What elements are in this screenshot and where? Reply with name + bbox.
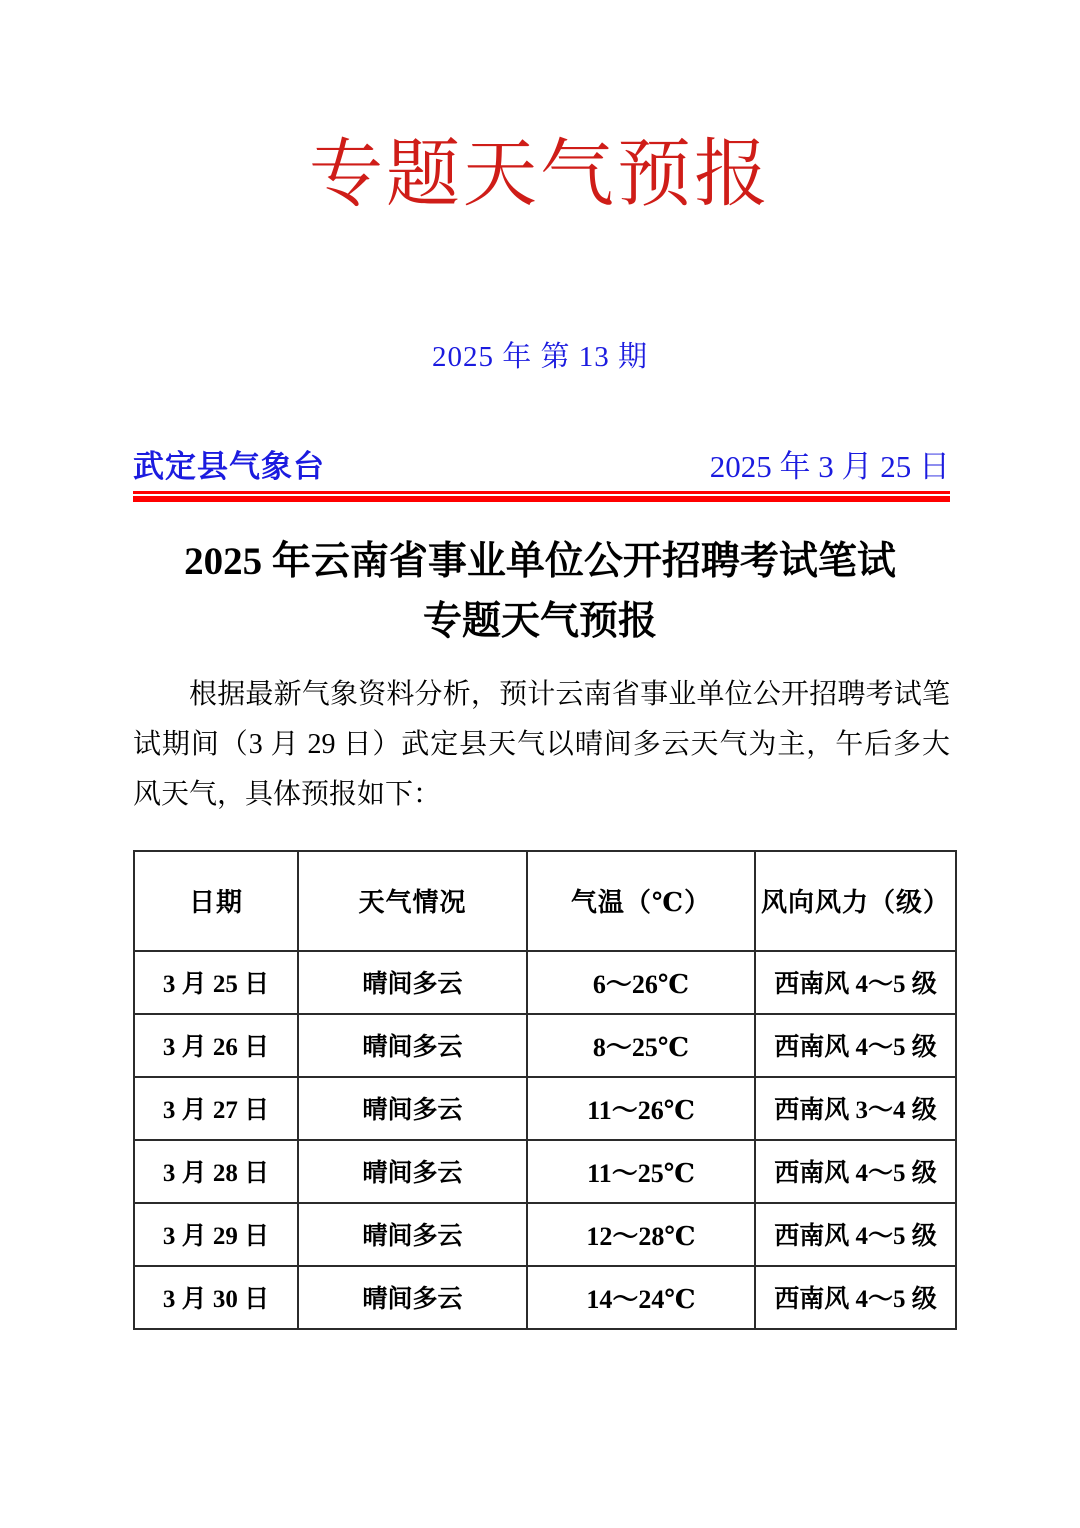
red-rule-thick-line bbox=[133, 496, 950, 502]
cell-weather: 晴间多云 bbox=[298, 951, 527, 1014]
heading-line-1: 2025 年云南省事业单位公开招聘考试笔试 bbox=[184, 539, 896, 583]
cell-wind: 西南风 4～5 级 bbox=[755, 1140, 956, 1203]
cell-wind: 西南风 4～5 级 bbox=[755, 1203, 956, 1266]
table-header-row bbox=[134, 851, 956, 951]
cell-weather: 晴间多云 bbox=[298, 1077, 527, 1140]
body-paragraph: 根据最新气象资料分析，预计云南省事业单位公开招聘考试笔试期间（3 月 29 日）武定县天气以晴间多云天气为主，午后多大风天气，具体预报如下： bbox=[133, 678, 950, 810]
document-heading bbox=[0, 532, 1080, 652]
header-cell-temp: 气温（℃） bbox=[527, 851, 755, 951]
table-row bbox=[134, 951, 956, 1014]
cell-temp: 12～28℃ bbox=[527, 1203, 755, 1266]
cell-weather: 晴间多云 bbox=[298, 1014, 527, 1077]
cell-wind: 西南风 4～5 级 bbox=[755, 1014, 956, 1077]
cell-date: 3 月 26 日 bbox=[134, 1014, 298, 1077]
masthead bbox=[133, 441, 950, 486]
table-row bbox=[134, 1140, 956, 1203]
cell-temp: 6～26℃ bbox=[527, 951, 755, 1014]
cell-wind: 西南风 3～4 级 bbox=[755, 1077, 956, 1140]
table-row bbox=[134, 1014, 956, 1077]
main-title: 专题天气预报 bbox=[309, 134, 771, 216]
header-cell-date: 日期 bbox=[134, 851, 298, 951]
cell-wind: 西南风 4～5 级 bbox=[755, 1266, 956, 1329]
cell-date: 3 月 30 日 bbox=[134, 1266, 298, 1329]
cell-date: 3 月 29 日 bbox=[134, 1203, 298, 1266]
cell-temp: 8～25℃ bbox=[527, 1014, 755, 1077]
cell-weather: 晴间多云 bbox=[298, 1140, 527, 1203]
table-row bbox=[134, 1203, 956, 1266]
cell-weather: 晴间多云 bbox=[298, 1266, 527, 1329]
table-row bbox=[134, 1077, 956, 1140]
cell-temp: 11～26℃ bbox=[527, 1077, 755, 1140]
header-cell-weather: 天气情况 bbox=[298, 851, 527, 951]
heading-line-2: 专题天气预报 bbox=[422, 599, 657, 643]
agency-name: 武定县气象台 bbox=[133, 448, 325, 484]
forecast-table bbox=[133, 850, 957, 1330]
issue-number: 2025 年 第 13 期 bbox=[431, 341, 648, 373]
cell-temp: 11～25℃ bbox=[527, 1140, 755, 1203]
cell-date: 3 月 27 日 bbox=[134, 1077, 298, 1140]
issue-date: 2025 年 3 月 25 日 bbox=[709, 448, 950, 484]
red-rule-thin-line bbox=[133, 491, 950, 494]
cell-weather: 晴间多云 bbox=[298, 1203, 527, 1266]
cell-date: 3 月 25 日 bbox=[134, 951, 298, 1014]
cell-date: 3 月 28 日 bbox=[134, 1140, 298, 1203]
header-cell-wind: 风向风力（级） bbox=[755, 851, 956, 951]
red-divider-rule bbox=[133, 491, 950, 502]
cell-temp: 14～24℃ bbox=[527, 1266, 755, 1329]
table-row bbox=[134, 1266, 956, 1329]
cell-wind: 西南风 4～5 级 bbox=[755, 951, 956, 1014]
